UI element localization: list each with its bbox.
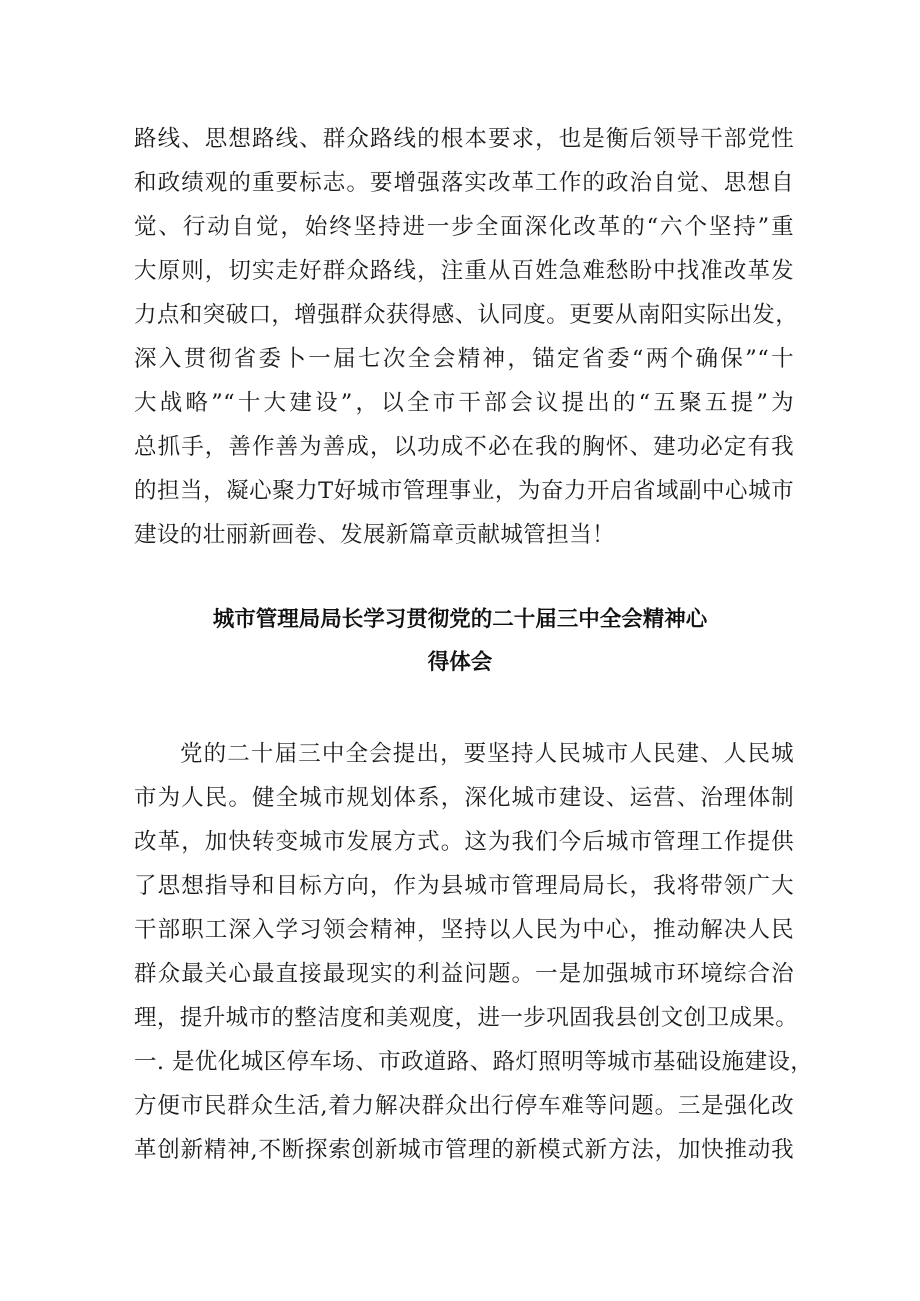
text-line: 力点和突破口，增强群众获得感、认同度。更要从南阳实际出发，: [134, 302, 799, 328]
text-line: 路线、思想路线、群众路线的根本要求，也是衡后领导干部党性: [134, 126, 794, 152]
text-line: 改革，加快转变城市发展方式。这为我们今后城市管理工作提供: [134, 829, 794, 855]
title-line: 城市管理局局长学习贯彻党的二十届三中全会精神心: [212, 607, 708, 632]
text-line: 的担当，凝心聚力T好城市管理事业，为奋力开启省域副中心城市: [134, 478, 794, 504]
text-line: 大原则，切实走好群众路线，注重从百姓急难愁盼中找准改革发: [134, 258, 794, 284]
text-line: 觉、行动自觉，始终坚持进一步全面深化改革的“六个坚持”重: [134, 214, 794, 240]
text-line: 理，提升城市的整洁度和美观度，进一步巩固我县创文创卫成果。: [134, 1005, 799, 1031]
text-line: 革创新精神,不断探索创新城市管理的新模式新方法，加快推动我: [134, 1137, 794, 1163]
text-line: 市为人民。健全城市规划体系，深化城市建设、运营、治理体制: [134, 785, 794, 811]
text-line: 方便市民群众生活,着力解决群众出行停车难等问题。三是强化改: [134, 1093, 794, 1119]
title-line: 得体会: [427, 650, 493, 675]
text-line: 一. 是优化城区停车场、市政道路、路灯照明等城市基础设施建设，: [134, 1049, 814, 1075]
text-line: 深入贯彻省委卜一届七次全会精神，锚定省委“两个确保”“十: [134, 346, 794, 372]
text-line: 干部职工深入学习领会精神，坚持以人民为中心，推动解决人民: [134, 917, 794, 943]
text-line: 了思想指导和目标方向，作为县城市管理局局长，我将带领广大: [134, 873, 794, 899]
text-line: 和政绩观的重要标志。要增强落实改革工作的政治自觉、思想自: [134, 170, 794, 196]
text-line: 建设的壮丽新画卷、发展新篇章贡献城管担当！: [134, 522, 615, 548]
text-line: 大战略”“十大建设”，以全市干部会议提出的“五聚五提”为: [134, 390, 794, 416]
text-line: 群众最关心最直接最现实的利益问题。一是加强城市环境综合治: [134, 961, 794, 987]
text-line: 总抓手，善作善为善成，以功成不必在我的胸怀、建功必定有我: [134, 434, 794, 460]
text-line: 党的二十届三中全会提出，要坚持人民城市人民建、人民城: [180, 741, 794, 767]
